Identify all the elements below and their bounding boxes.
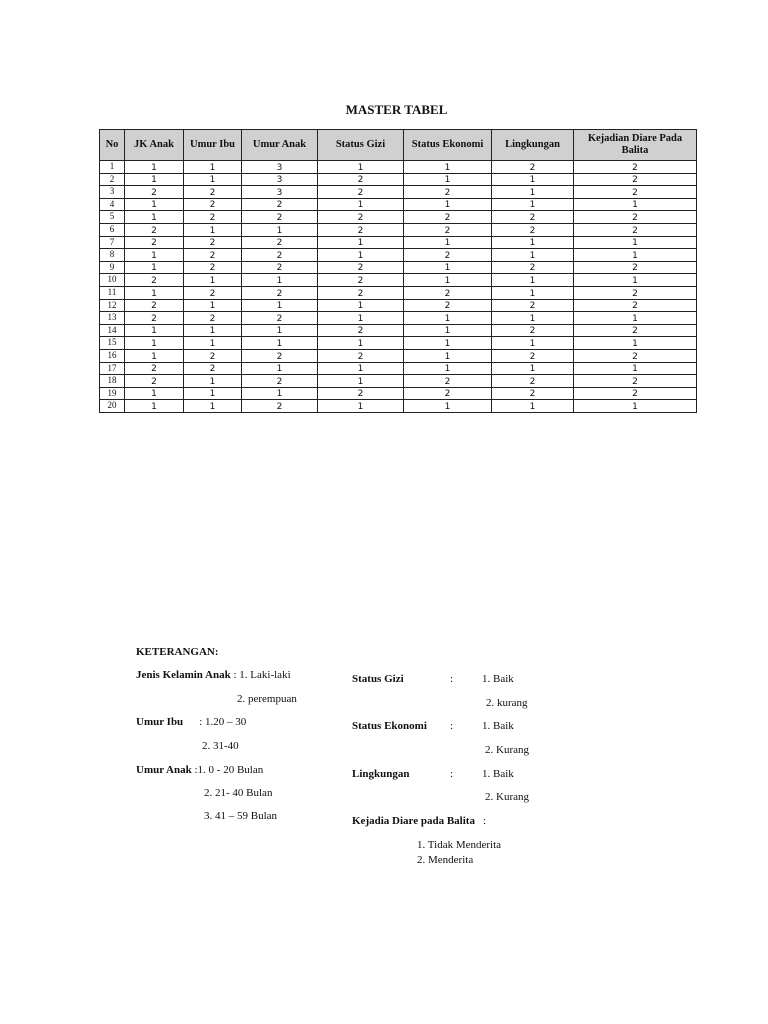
table-cell: 2 [125,223,184,236]
table-cell: 2 [125,186,184,199]
table-cell: 1 [404,173,492,186]
table-cell: 1 [404,400,492,413]
table-row [100,261,697,274]
legend-umur-ibu [136,716,246,728]
master-table [99,129,697,413]
row-number-cell: 17 [100,362,125,375]
table-cell: 2 [574,324,697,337]
lingkungan-option-1: 1. Baik [482,768,514,780]
row-number-cell: 8 [100,249,125,262]
table-cell: 1 [125,286,184,299]
row-number-cell: 7 [100,236,125,249]
table-cell: 2 [574,173,697,186]
table-cell: 1 [242,274,318,287]
table-cell: 1 [318,161,404,174]
table-cell: 2 [492,223,574,236]
table-row [100,387,697,400]
table-cell: 1 [404,324,492,337]
table-cell: 2 [574,161,697,174]
table-row [100,223,697,236]
table-cell: 1 [125,324,184,337]
table-cell: 2 [125,274,184,287]
status-gizi-option-1: 1. Baik [482,673,514,685]
table-cell: 1 [492,400,574,413]
table-cell: 1 [242,299,318,312]
table-cell: 2 [492,261,574,274]
table-cell: 1 [125,198,184,211]
umur-anak-option-2: 2. 21- 40 Bulan [204,787,273,799]
table-cell: 2 [242,312,318,325]
table-cell: 1 [404,274,492,287]
table-row [100,362,697,375]
table-cell: 2 [404,186,492,199]
table-cell: 2 [318,274,404,287]
table-row [100,324,697,337]
table-cell: 1 [404,337,492,350]
row-number-cell: 3 [100,186,125,199]
table-cell: 1 [125,211,184,224]
table-cell: 2 [492,299,574,312]
table-cell: 2 [492,161,574,174]
row-number-cell: 20 [100,400,125,413]
table-cell: 2 [184,261,242,274]
table-cell: 1 [184,387,242,400]
table-cell: 2 [492,324,574,337]
table-cell: 2 [318,387,404,400]
row-number-cell: 4 [100,198,125,211]
table-cell: 1 [184,400,242,413]
table-cell: 1 [492,337,574,350]
table-cell: 1 [404,161,492,174]
umur-anak-option-3: 3. 41 – 59 Bulan [204,810,278,822]
table-cell: 1 [125,387,184,400]
table-cell: 1 [125,400,184,413]
table-cell: 2 [574,186,697,199]
table-cell: 1 [184,375,242,388]
umur-anak-option-1: :1. 0 - 20 Bulan [194,764,264,776]
table-cell: 2 [242,375,318,388]
row-number-cell: 12 [100,299,125,312]
table-cell: 2 [242,198,318,211]
table-cell: 1 [184,324,242,337]
row-number-cell: 19 [100,387,125,400]
table-cell: 1 [318,198,404,211]
table-cell: 2 [318,223,404,236]
table-cell: 2 [184,286,242,299]
umur-anak-label: Umur Anak [136,764,192,776]
table-cell: 1 [125,349,184,362]
column-header: Umur Ibu [184,130,242,161]
table-row [100,186,697,199]
table-cell: 2 [242,236,318,249]
table-cell: 1 [574,337,697,350]
table-cell: 1 [318,337,404,350]
status-ekonomi-colon: : [450,720,454,732]
row-number-cell: 16 [100,349,125,362]
table-cell: 1 [492,249,574,262]
row-number-cell: 6 [100,223,125,236]
jenis-kelamin-option-1: : 1. Laki-laki [233,669,291,681]
table-cell: 2 [404,211,492,224]
table-cell: 1 [184,337,242,350]
table-cell: 1 [318,249,404,262]
table-cell: 2 [184,362,242,375]
row-number-cell: 9 [100,261,125,274]
table-cell: 2 [574,349,697,362]
umur-ibu-label: Umur Ibu [136,716,184,728]
table-cell: 2 [125,236,184,249]
status-gizi-colon: : [450,673,454,685]
lingkungan-colon: : [450,768,454,780]
table-cell: 1 [184,299,242,312]
table-cell: 2 [184,211,242,224]
row-number-cell: 14 [100,324,125,337]
table-cell: 1 [574,249,697,262]
table-cell: 1 [125,261,184,274]
table-row [100,375,697,388]
status-ekonomi-label: Status Ekonomi [352,720,427,732]
legend-umur-anak [136,764,263,776]
table-cell: 1 [318,236,404,249]
table-row [100,236,697,249]
umur-ibu-option-1: : 1.20 – 30 [199,716,247,728]
table-body [100,161,697,413]
jenis-kelamin-option-2: 2. perempuan [237,693,297,705]
jenis-kelamin-label: Jenis Kelamin Anak [136,669,231,681]
umur-ibu-option-2: 2. 31-40 [202,740,239,752]
table-cell: 1 [125,173,184,186]
row-number-cell: 5 [100,211,125,224]
lingkungan-option-2: 2. Kurang [485,791,529,803]
table-cell: 1 [125,337,184,350]
table-header-row [100,130,697,161]
table-row [100,349,697,362]
table-cell: 2 [242,349,318,362]
table-cell: 1 [404,349,492,362]
lingkungan-label: Lingkungan [352,768,410,780]
column-header: No [100,130,125,161]
table-cell: 3 [242,173,318,186]
table-cell: 2 [242,400,318,413]
table-row [100,286,697,299]
table-cell: 1 [404,362,492,375]
column-header: JK Anak [125,130,184,161]
table-cell: 1 [574,312,697,325]
table-cell: 2 [574,387,697,400]
table-cell: 2 [125,299,184,312]
table-cell: 1 [318,312,404,325]
table-cell: 1 [574,362,697,375]
table-cell: 2 [404,375,492,388]
table-cell: 1 [318,362,404,375]
table-cell: 1 [242,223,318,236]
table-row [100,274,697,287]
table-cell: 2 [574,223,697,236]
table-cell: 2 [574,375,697,388]
table-cell: 2 [574,211,697,224]
table-row [100,337,697,350]
table-cell: 2 [318,173,404,186]
table-cell: 2 [125,362,184,375]
status-gizi-label: Status Gizi [352,673,404,685]
table-cell: 2 [184,349,242,362]
row-number-cell: 18 [100,375,125,388]
table-cell: 2 [242,211,318,224]
table-cell: 1 [184,173,242,186]
table-row [100,211,697,224]
table-cell: 2 [318,286,404,299]
table-cell: 2 [125,312,184,325]
table-cell: 3 [242,186,318,199]
table-cell: 2 [318,349,404,362]
table-cell: 1 [574,236,697,249]
legend-heading [136,646,219,658]
table-cell: 1 [492,362,574,375]
table-cell: 1 [574,198,697,211]
table-cell: 1 [574,274,697,287]
table-cell: 2 [574,286,697,299]
table-cell: 1 [574,400,697,413]
table-row [100,249,697,262]
table-row [100,198,697,211]
table-cell: 1 [318,400,404,413]
table-cell: 2 [318,186,404,199]
row-number-cell: 11 [100,286,125,299]
table-cell: 2 [184,312,242,325]
column-header: Lingkungan [492,130,574,161]
table-cell: 3 [242,161,318,174]
table-cell: 2 [574,299,697,312]
table-cell: 2 [574,261,697,274]
table-cell: 2 [404,286,492,299]
table-row [100,173,697,186]
table-row [100,161,697,174]
table-cell: 1 [404,198,492,211]
table-cell: 1 [492,173,574,186]
table-cell: 1 [242,324,318,337]
row-number-cell: 2 [100,173,125,186]
table-cell: 1 [492,198,574,211]
row-number-cell: 15 [100,337,125,350]
table-row [100,299,697,312]
table-row [100,400,697,413]
table-cell: 2 [492,211,574,224]
status-ekonomi-option-2: 2. Kurang [485,744,529,756]
status-ekonomi-option-1: 1. Baik [482,720,514,732]
table-cell: 2 [242,286,318,299]
table-cell: 2 [404,299,492,312]
table-cell: 2 [318,261,404,274]
column-header: Kejadian Diare Pada Balita [574,130,697,161]
table-cell: 2 [404,387,492,400]
row-number-cell: 1 [100,161,125,174]
table-cell: 1 [318,375,404,388]
table-cell: 2 [492,349,574,362]
table-cell: 1 [492,186,574,199]
column-header: Umur Anak [242,130,318,161]
table-cell: 1 [404,236,492,249]
table-cell: 2 [125,375,184,388]
table-cell: 1 [184,274,242,287]
table-cell: 2 [242,261,318,274]
table-cell: 1 [492,274,574,287]
column-header: Status Ekonomi [404,130,492,161]
table-cell: 2 [404,223,492,236]
table-row [100,312,697,325]
table-cell: 1 [318,299,404,312]
table-cell: 2 [184,236,242,249]
table-cell: 2 [242,249,318,262]
table-cell: 1 [184,223,242,236]
table-cell: 2 [184,186,242,199]
table-cell: 2 [492,375,574,388]
kejadian-diare-label: Kejadia Diare pada Balita [352,815,475,827]
table-cell: 2 [318,211,404,224]
legend-jenis-kelamin [136,669,291,681]
kejadian-diare-option-1: 1. Tidak Menderita [417,839,502,851]
table-cell: 2 [318,324,404,337]
table-cell: 2 [184,198,242,211]
table-cell: 1 [242,362,318,375]
table-cell: 1 [404,261,492,274]
row-number-cell: 10 [100,274,125,287]
table-cell: 1 [242,337,318,350]
kejadian-diare-option-2: 2. Menderita [417,854,474,866]
table-cell: 1 [184,161,242,174]
page-title: MASTER TABEL [345,102,448,117]
table-cell: 1 [242,387,318,400]
table-cell: 2 [404,249,492,262]
table-cell: 1 [125,161,184,174]
legend-heading-text: KETERANGAN: [136,646,219,658]
table-cell: 1 [404,312,492,325]
table-cell: 2 [492,387,574,400]
table-cell: 1 [492,236,574,249]
status-gizi-option-2: 2. kurang [486,697,528,709]
table-cell: 2 [184,249,242,262]
table-cell: 1 [492,312,574,325]
table-cell: 1 [125,249,184,262]
kejadian-diare-colon: : [483,815,487,827]
column-header: Status Gizi [318,130,404,161]
row-number-cell: 13 [100,312,125,325]
table-cell: 1 [492,286,574,299]
